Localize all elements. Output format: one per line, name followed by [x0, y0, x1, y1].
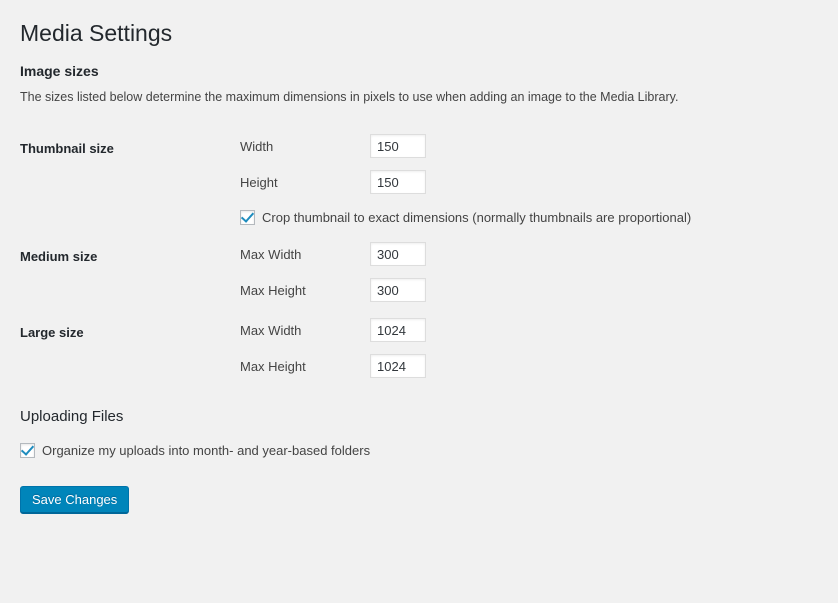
uploading-files-heading: Uploading Files: [20, 408, 124, 425]
thumbnail-size-fields: [230, 126, 818, 234]
save-changes-button[interactable]: Save Changes: [20, 486, 129, 513]
medium-max-height-label: Max Height: [240, 282, 306, 298]
large-max-height-row: [240, 354, 808, 378]
medium-max-height-input[interactable]: [370, 278, 426, 302]
large-max-width-label: Max Width: [240, 322, 302, 338]
image-sizes-table: [20, 126, 818, 386]
medium-max-width-input[interactable]: [370, 242, 426, 266]
medium-max-width-row: [240, 242, 808, 266]
thumbnail-height-input[interactable]: [370, 170, 426, 194]
thumbnail-width-row: [240, 134, 808, 158]
table-row: [20, 126, 818, 234]
organize-uploads-checkbox[interactable]: [20, 443, 35, 458]
thumbnail-width-label: Width: [240, 138, 274, 154]
submit-area: [20, 486, 818, 513]
thumbnail-width-input[interactable]: [370, 134, 426, 158]
image-sizes-heading: Image sizes: [20, 63, 99, 79]
table-row: [20, 310, 818, 386]
organize-uploads-row: [20, 443, 818, 458]
large-max-width-row: [240, 318, 808, 342]
medium-size-label: Medium size: [20, 249, 98, 264]
organize-uploads-label: Organize my uploads into month- and year-based folders: [42, 443, 371, 458]
page-title: Media Settings: [20, 20, 173, 46]
large-size-label: Large size: [20, 325, 84, 340]
large-max-width-input[interactable]: [370, 318, 426, 342]
thumbnail-size-label: Thumbnail size: [20, 141, 114, 156]
crop-thumbnail-checkbox[interactable]: [240, 210, 255, 225]
medium-max-width-label: Max Width: [240, 246, 302, 262]
uploading-files-section: [20, 408, 818, 458]
image-sizes-description: The sizes listed below determine the maximum dimensions in pixels to use when adding an image to the Media Library.: [20, 90, 679, 104]
thumbnail-height-label: Height: [240, 174, 278, 190]
crop-thumbnail-row: [240, 209, 808, 226]
medium-size-fields: [230, 234, 818, 310]
medium-max-height-row: [240, 278, 808, 302]
thumbnail-height-row: [240, 170, 808, 194]
large-max-height-input[interactable]: [370, 354, 426, 378]
crop-thumbnail-label: Crop thumbnail to exact dimensions (normally thumbnails are proportional): [262, 210, 692, 225]
large-size-fields: [230, 310, 818, 386]
table-row: [20, 234, 818, 310]
large-max-height-label: Max Height: [240, 358, 306, 374]
